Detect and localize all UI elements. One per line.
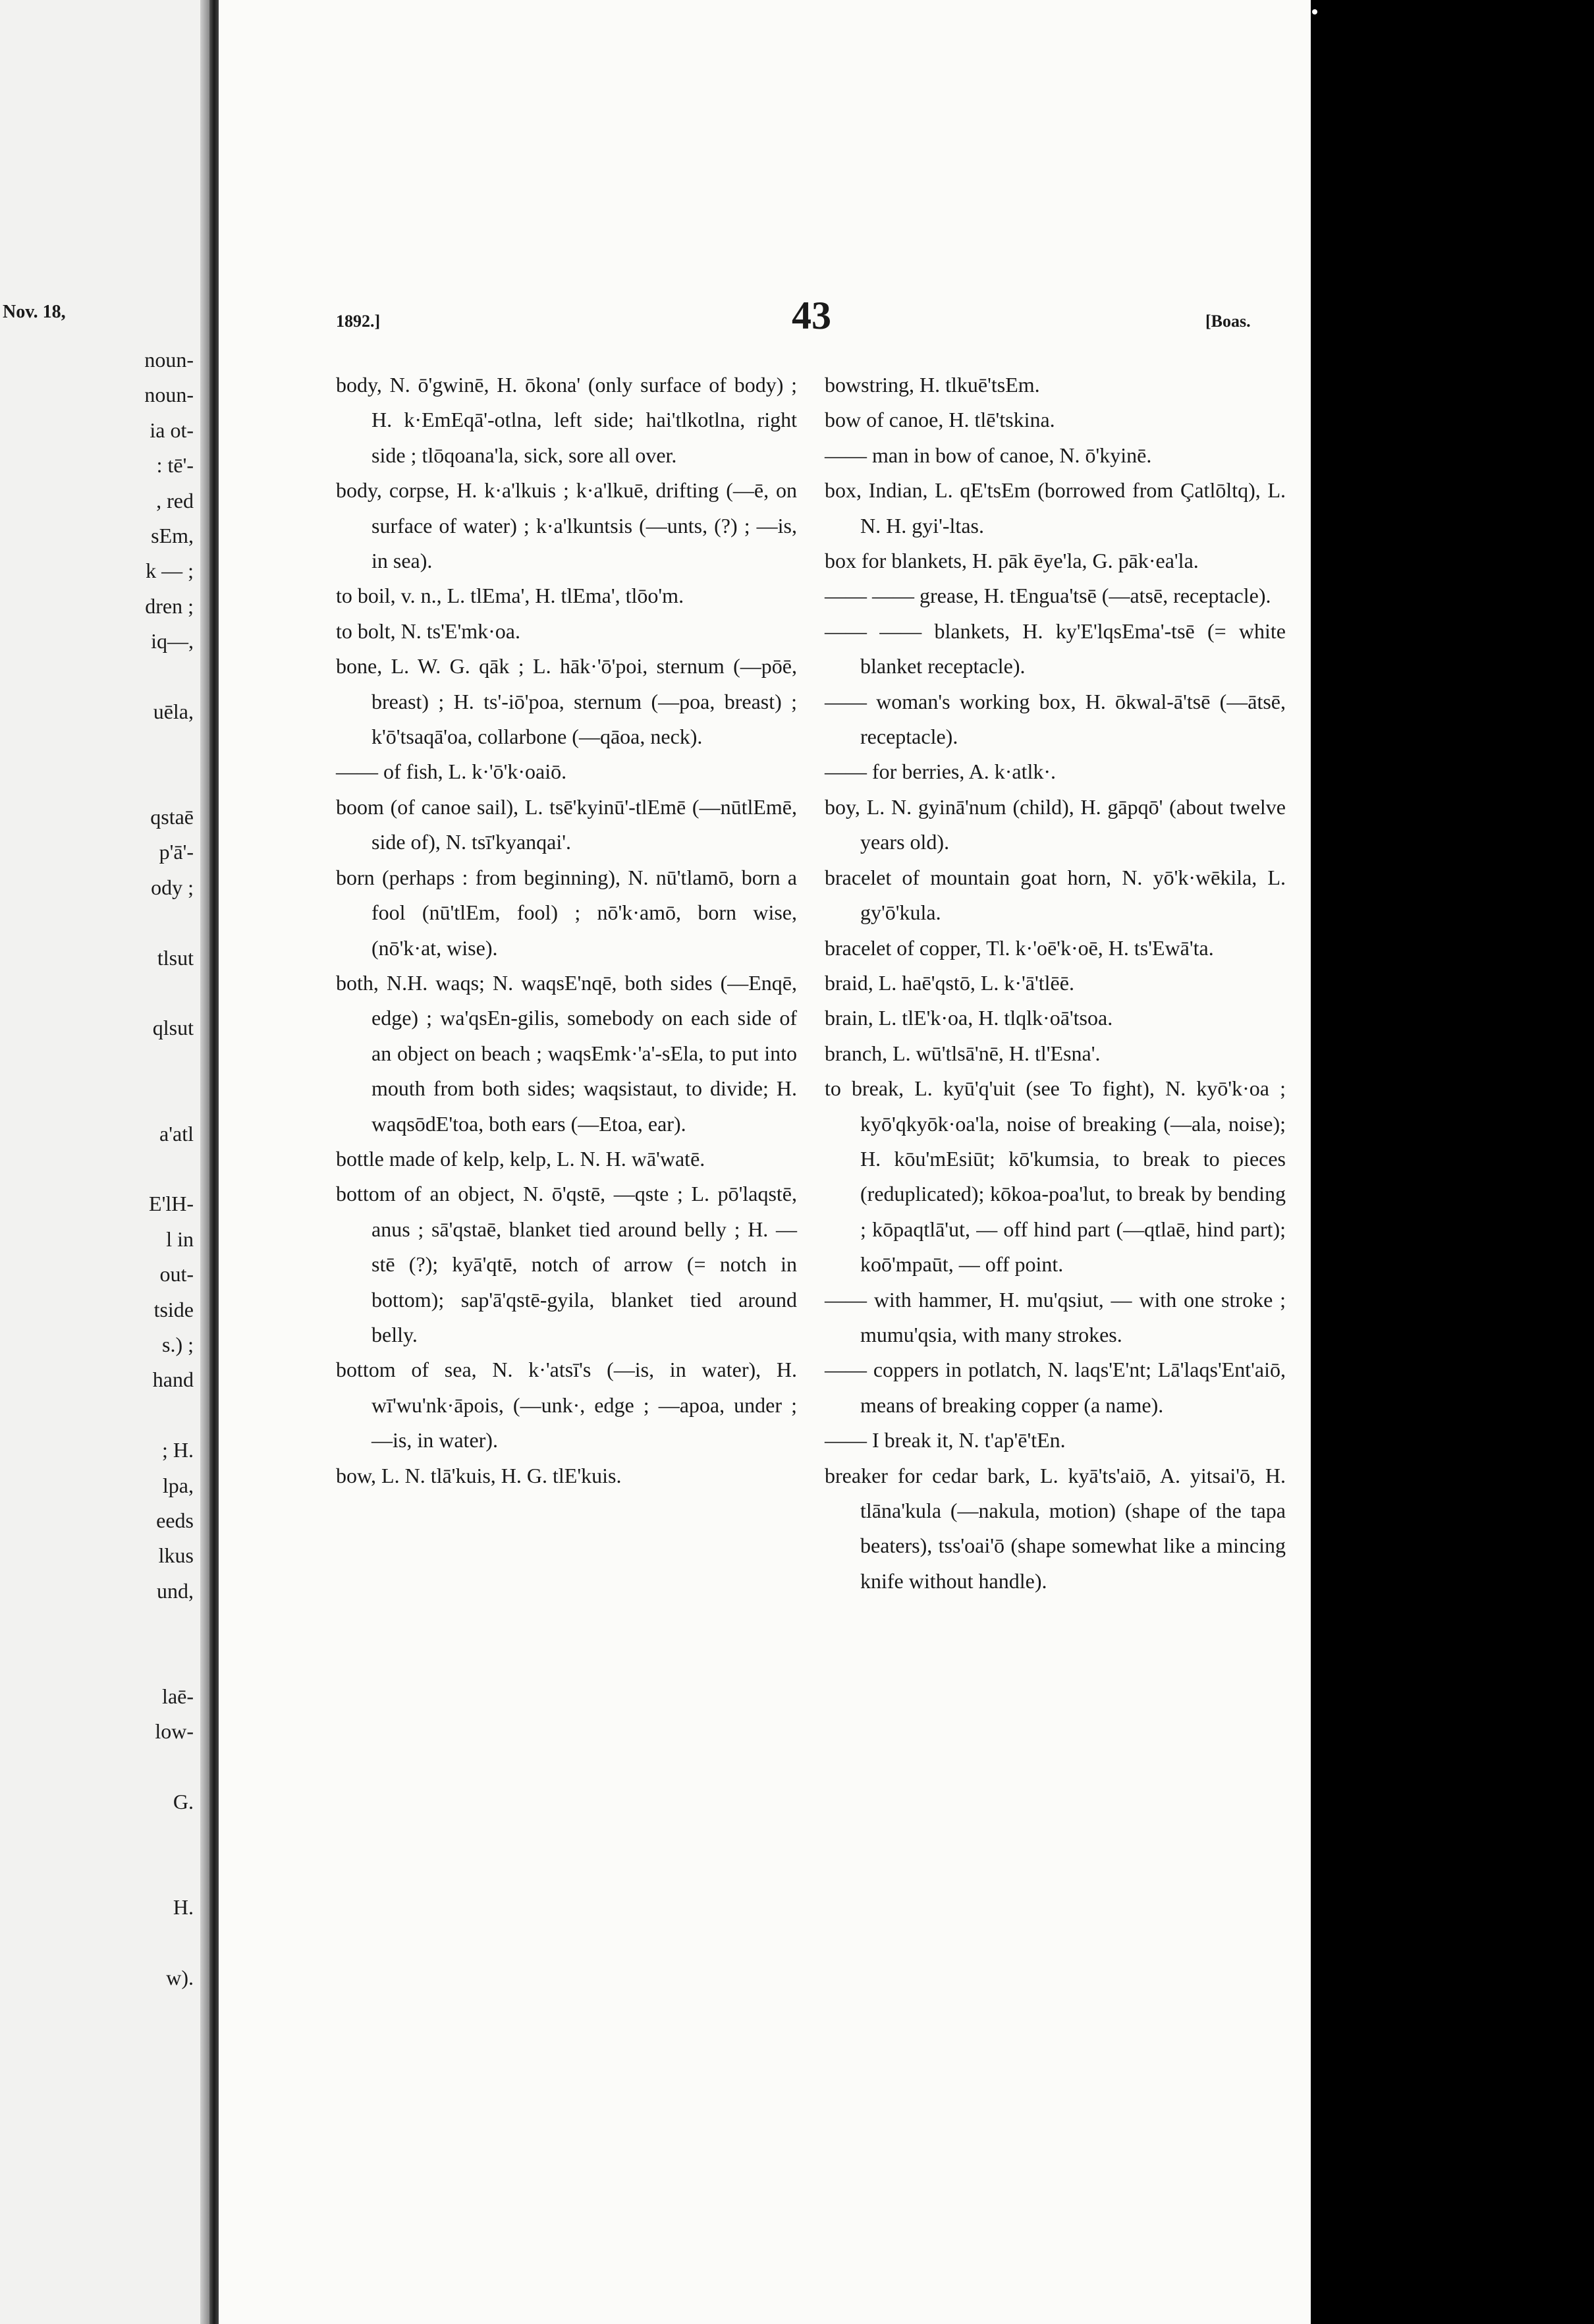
previous-page-line: E'lH- bbox=[149, 1192, 194, 1216]
previous-page-line: , red bbox=[156, 488, 194, 512]
dictionary-entry: bottle made of kelp, kelp, L. N. H. wā'watē. bbox=[336, 1146, 705, 1171]
previous-page-line bbox=[3, 976, 194, 1010]
previous-page-line: low- bbox=[155, 1719, 194, 1744]
previous-page-line bbox=[3, 1819, 194, 1854]
page-number: 43 bbox=[792, 294, 831, 337]
previous-page-line: out- bbox=[159, 1262, 194, 1286]
previous-page-line: ; H. bbox=[162, 1438, 194, 1462]
running-head bbox=[219, 293, 1311, 346]
previous-page-line: ody ; bbox=[151, 875, 194, 899]
previous-page-line: k — ; bbox=[146, 559, 194, 583]
previous-page-line bbox=[3, 1609, 194, 1644]
dictionary-entry: box for blankets, H. pāk ēye'la, G. pāk·ea'la. bbox=[825, 549, 1199, 573]
previous-page-line: s.) ; bbox=[162, 1332, 194, 1356]
previous-page-line: und, bbox=[157, 1578, 194, 1603]
dictionary-entry: —— woman's working box, H. ōkwal-ā'tsē (—ātsē, receptacle). bbox=[825, 689, 1286, 749]
previous-page-line: l in bbox=[166, 1227, 194, 1251]
dictionary-entry: branch, L. wū'tlsā'nē, H. tl'Esna'. bbox=[825, 1041, 1101, 1065]
previous-page-text bbox=[3, 343, 194, 1995]
scan-speck bbox=[1312, 9, 1317, 14]
previous-page-line: w). bbox=[166, 1965, 194, 1989]
dictionary-entry: body, N. ō'gwinē, H. ōkona' (only surface of body) ; H. k·EmEqā'-otlna, left side; hai'tlkotlna, right side ; tlōqoana'la, sick, sore all over. bbox=[336, 373, 797, 467]
dictionary-entry: bone, L. W. G. qāk ; L. hāk·'ō'poi, sternum (—pōē, breast) ; H. ts'-iō'poa, sternum (—poa, breast) ; k'ō'tsaqā'oa, collarbone (—qāoa, neck). bbox=[336, 654, 797, 749]
previous-page-line: lpa, bbox=[162, 1473, 194, 1497]
previous-page-line: p'ā'- bbox=[159, 840, 194, 864]
previous-page-line: dren ; bbox=[145, 594, 194, 618]
dictionary-entry: to break, L. kyū'q'uit (see To fight), N. kyō'k·oa ; kyō'qkyōk·oa'la, noise of breaking (—ala, noise); H. kōu'mEsiūt; kō'kumsia, to break to pieces (reduplicated); kōkoa-poa'lut, to break by bending ; kōpaqtlā'ut, — off hind part (—qtlaē, hind part); koō'mpaūt, — off point. bbox=[825, 1076, 1286, 1277]
dictionary-entry: —— for berries, A. k·atlk·. bbox=[825, 760, 1057, 784]
scan-margin bbox=[1311, 0, 1594, 2324]
dictionary-entry: —— man in bow of canoe, N. ō'kyinē. bbox=[825, 443, 1152, 467]
dictionary-entry: both, N.H. waqs; N. waqsE'nqē, both sides (—Enqē, edge) ; wa'qsEn-gilis, somebody on each side of an object on beach ; waqsEmk·'a'-sEla, to put into mouth from both sides; waqsistaut, to divide; H. waqsōdE'toa, both ears (—Etoa, ear). bbox=[336, 970, 797, 1136]
previous-page-edge bbox=[0, 0, 209, 2324]
previous-page-line bbox=[3, 765, 194, 800]
previous-page-line bbox=[3, 729, 194, 764]
left-column bbox=[336, 368, 797, 1493]
previous-page-line: eeds bbox=[156, 1508, 194, 1532]
dictionary-entry: —— I break it, N. t'ap'ē'tEn. bbox=[825, 1428, 1066, 1452]
book-spine-divider bbox=[209, 0, 219, 2324]
gutter-shadow bbox=[200, 0, 209, 2324]
dictionary-entry: —— with hammer, H. mu'qsiut, — with one stroke ; mumu'qsia, with many strokes. bbox=[825, 1287, 1286, 1346]
previous-page-line: : tē'- bbox=[156, 453, 194, 478]
previous-page-line: lkus bbox=[158, 1543, 194, 1568]
right-column bbox=[825, 368, 1286, 1599]
dictionary-entry: brain, L. tlE'k·oa, H. tlqlk·oā'tsoa. bbox=[825, 1006, 1113, 1030]
previous-page-line: tlsut bbox=[157, 945, 194, 970]
previous-page-line: G. bbox=[173, 1790, 194, 1814]
dictionary-entry: —— —— grease, H. tEngua'tsē (—atsē, receptacle). bbox=[825, 584, 1271, 608]
previous-page-line: sEm, bbox=[151, 523, 194, 547]
dictionary-entry: bottom of an object, N. ō'qstē, —qste ; L. pō'laqstē, anus ; sā'qstaē, blanket tied around belly ; H. —stē (?); kyā'qtē, notch of arrow (= notch in bottom); sap'ā'qstē-gyila, blanket tied around belly. bbox=[336, 1182, 797, 1346]
previous-page-line: noun- bbox=[144, 383, 194, 407]
previous-page-line bbox=[3, 1398, 194, 1433]
dictionary-entry: bowstring, H. tlkuē'tsEm. bbox=[825, 373, 1040, 397]
dictionary-entry: breaker for cedar bark, L. kyā'ts'aiō, A. yitsai'ō, H. tlāna'kula (—nakula, motion) (shape of the tapa beaters), tss'oai'ō (shape somewhat like a mincing knife without handle). bbox=[825, 1463, 1286, 1593]
dictionary-entry: bow, L. N. tlā'kuis, H. G. tlE'kuis. bbox=[336, 1463, 622, 1487]
previous-page-line: uēla, bbox=[153, 699, 194, 723]
previous-page-header: Nov. 18, bbox=[3, 302, 66, 322]
dictionary-entry: box, Indian, L. qE'tsEm (borrowed from Çatlōltq), L. N. H. gyi'-ltas. bbox=[825, 478, 1286, 538]
dictionary-entry: —— of fish, L. k·'ō'k·oaiō. bbox=[336, 760, 567, 784]
previous-page-line bbox=[3, 1750, 194, 1784]
previous-page-line bbox=[3, 659, 194, 694]
previous-page-line: a'atl bbox=[159, 1121, 194, 1146]
dictionary-entry: —— —— blankets, H. ky'E'lqsEma'-tsē (= white blanket receptacle). bbox=[825, 619, 1286, 678]
previous-page-line: hand bbox=[152, 1368, 194, 1392]
previous-page-line: laē- bbox=[162, 1684, 194, 1708]
previous-page-line: H. bbox=[173, 1895, 194, 1920]
dictionary-entry: —— coppers in potlatch, N. laqs'E'nt; Lā'laqs'Ent'aiō, means of breaking copper (a name). bbox=[825, 1358, 1286, 1417]
previous-page-line bbox=[3, 1925, 194, 1960]
dictionary-entry: to bolt, N. ts'E'mk·oa. bbox=[336, 619, 520, 643]
previous-page-line: tside bbox=[153, 1297, 194, 1321]
dictionary-entry: bracelet of copper, Tl. k·'oē'k·oē, H. ts'Ewā'ta. bbox=[825, 935, 1214, 960]
dictionary-entry: boom (of canoe sail), L. tsē'kyinū'-tlEmē (—nūtlEmē, side of), N. tsī'kyanqai'. bbox=[336, 794, 797, 854]
dictionary-entry: braid, L. haē'qstō, L. k·'ā'tlēē. bbox=[825, 970, 1074, 995]
previous-page-line: qstaē bbox=[150, 805, 194, 829]
dictionary-entry: to boil, v. n., L. tlEma', H. tlEma', tlōo'm. bbox=[336, 584, 684, 608]
previous-page-line: noun- bbox=[144, 348, 194, 372]
dictionary-entry: bow of canoe, H. tlē'tskina. bbox=[825, 408, 1055, 432]
previous-page-line bbox=[3, 1855, 194, 1890]
dictionary-entry: body, corpse, H. k·a'lkuis ; k·a'lkuē, drifting (—ē, on surface of water) ; k·a'lkuntsis (—unts, (?) ; —is, in sea). bbox=[336, 478, 797, 573]
dictionary-entry: bottom of sea, N. k·'atsī's (—is, in water), H. wī'wu'nk·āpois, (—unk·, edge ; —apoa, under ; —is, in water). bbox=[336, 1358, 797, 1452]
dictionary-entry: boy, L. N. gyinā'num (child), H. gāpqō' (about twelve years old). bbox=[825, 794, 1286, 854]
dictionary-page bbox=[219, 0, 1311, 2324]
previous-page-line bbox=[3, 1046, 194, 1081]
previous-page-line bbox=[3, 1644, 194, 1678]
previous-page-line: qlsut bbox=[152, 1016, 194, 1040]
previous-page-line: ia ot- bbox=[150, 418, 194, 442]
previous-page-line bbox=[3, 905, 194, 940]
previous-page-line bbox=[3, 1081, 194, 1116]
dictionary-entry: bracelet of mountain goat horn, N. yō'k·wēkila, L. gy'ō'kula. bbox=[825, 865, 1286, 925]
previous-page-line: iq—, bbox=[151, 629, 194, 653]
dictionary-entry: born (perhaps : from beginning), N. nū'tlamō, born a fool (nū'tlEm, fool) ; nō'k·amō, born wise, (nō'k·at, wise). bbox=[336, 865, 797, 960]
running-head-author: [Boas. bbox=[1205, 312, 1251, 331]
running-head-year: 1892.] bbox=[336, 312, 381, 331]
previous-page-line bbox=[3, 1151, 194, 1186]
